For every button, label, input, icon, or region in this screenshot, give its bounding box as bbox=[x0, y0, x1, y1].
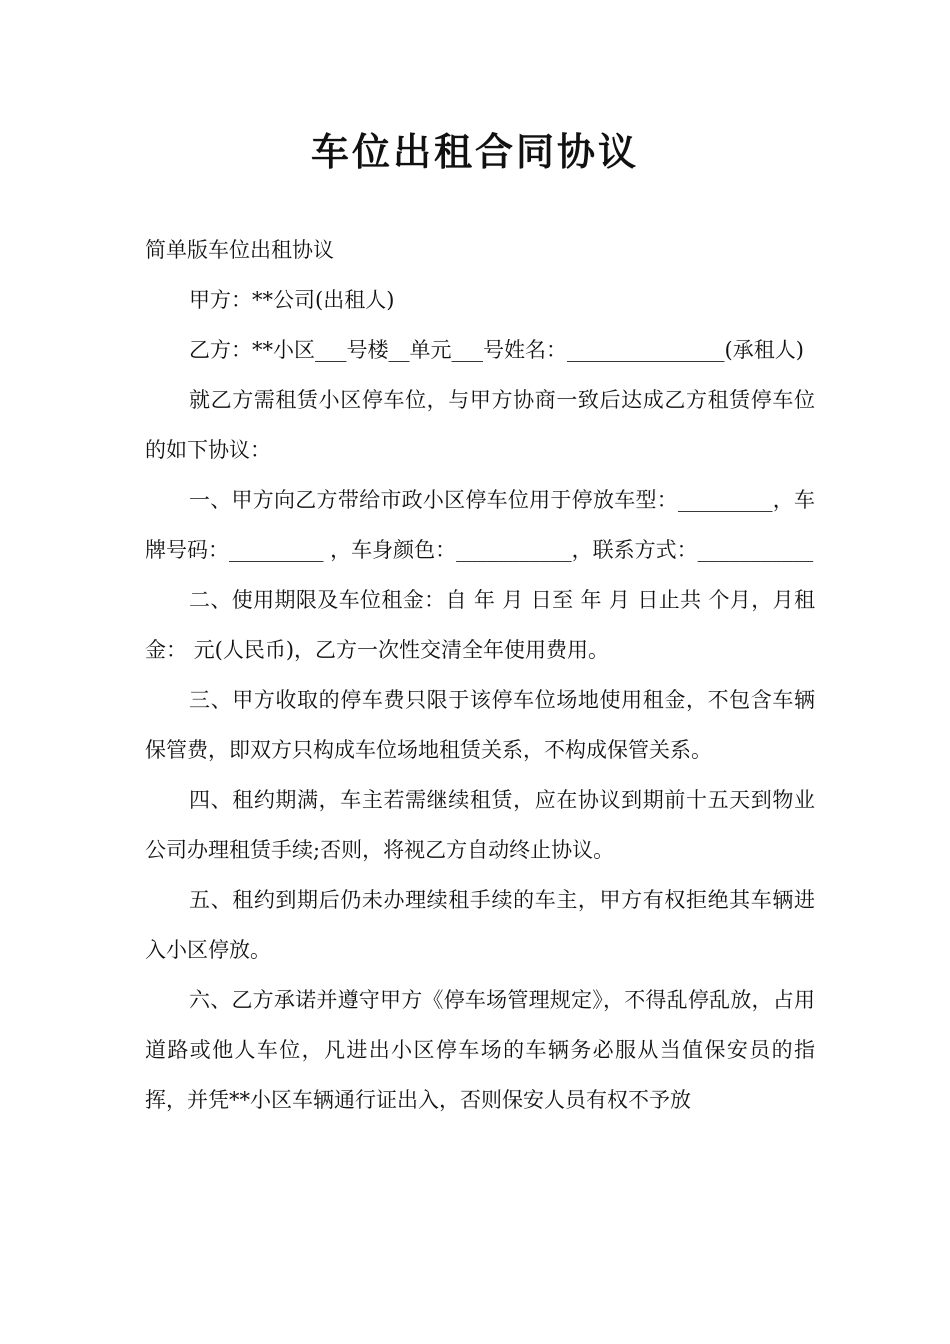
paragraph-clause-5: 五、租约到期后仍未办理续租手续的车主，甲方有权拒绝其车辆进入小区停放。 bbox=[145, 888, 815, 962]
paragraph-party-b: 乙方：**小区___号楼__单元___号姓名：_______________(承租人) bbox=[189, 338, 804, 362]
paragraph-clause-1: 一、甲方向乙方带给市政小区停车位用于停放车型：_________，车牌号码：_________ ，车身颜色：___________，联系方式：___________ bbox=[145, 488, 815, 562]
paragraph-preamble: 就乙方需租赁小区停车位，与甲方协商一致后达成乙方租赁停车位的如下协议： bbox=[145, 388, 815, 462]
paragraph-clause-3: 三、甲方收取的停车费只限于该停车位场地使用租金，不包含车辆保管费，即双方只构成车位场地租赁关系，不构成保管关系。 bbox=[145, 688, 815, 762]
paragraph-clause-6: 六、乙方承诺并遵守甲方《停车场管理规定》，不得乱停乱放，占用道路或他人车位，凡进出小区停车场的车辆务必服从当值保安员的指挥，并凭**小区车辆通行证出入，否则保安人员有权不予放 bbox=[145, 988, 815, 1112]
paragraph-clause-4: 四、租约期满，车主若需继续租赁，应在协议到期前十五天到物业公司办理租赁手续;否则，将视乙方自动终止协议。 bbox=[145, 788, 815, 862]
paragraph-subtitle: 简单版车位出租协议 bbox=[145, 238, 334, 262]
document-title: 车位出租合同协议 bbox=[310, 130, 639, 174]
document-body bbox=[145, 225, 815, 1125]
paragraph-clause-2: 二、使用期限及车位租金：自 年 月 日至 年 月 日止共 个月，月租金： 元(人民币)，乙方一次性交清全年使用费用。 bbox=[145, 588, 815, 662]
paragraph-party-a: 甲方：**公司(出租人) bbox=[189, 288, 395, 312]
